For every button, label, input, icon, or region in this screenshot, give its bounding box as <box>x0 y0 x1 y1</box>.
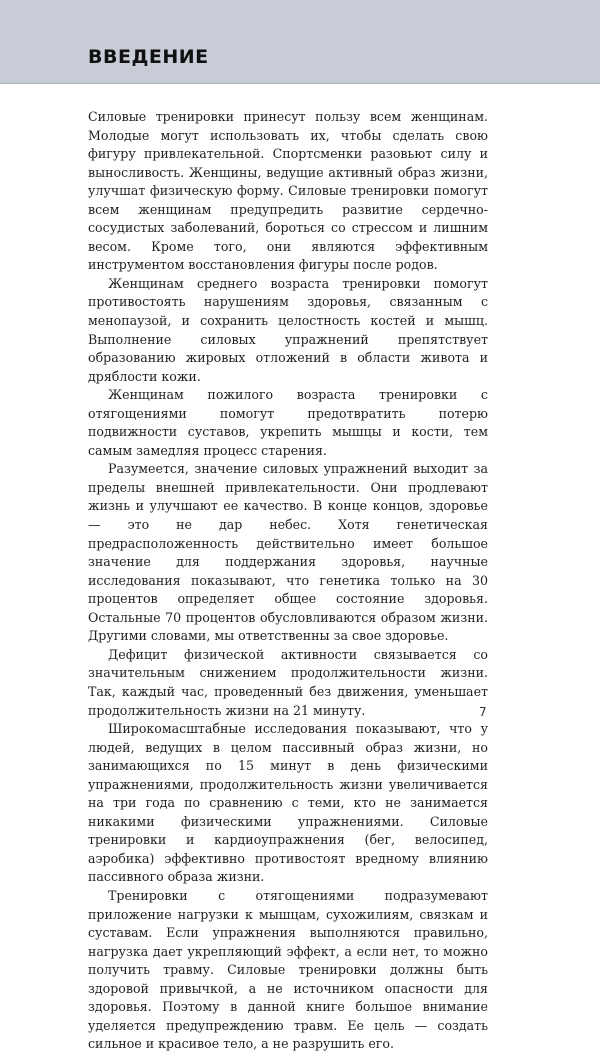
paragraph: Дефицит физической активности связывается со значительным снижением продолжительности жизни. Так, каждый час, проведенный без движения, уменьшает продолжительность жизни на 21 минуту. <box>88 646 488 718</box>
paragraph: Тренировки с отягощениями подразумевают приложение нагрузки к мышцам, сухожилиям, связкам и суставам. Если упражнения выполняются правильно, нагрузка дает укрепляющий эффект, а если нет, то можно получить травму. Силовые тренировки должны быть здоровой привычкой, а не источником опасности для здоровья. Поэтому в данной книге большое внимание уделяется предупреждению травм. Ее цель — создать сильное и красивое тело, а не разрушить его. <box>88 887 488 1052</box>
paragraph: Женщинам пожилого возраста тренировки с отягощениями помогут предотвратить потерю подвижности суставов, укрепить мышцы и кости, тем самым замедляя процесс старения. <box>88 387 488 458</box>
chapter-title: ВВЕДЕНИЕ <box>88 46 209 68</box>
paragraph: Силовые тренировки принесут пользу всем женщинам. Молодые могут использовать их, чтобы сделать свою фигуру привлекательной. Спортсменки разовьют силу и выносливость. Женщины, ведущие активный образ жизни, улучшат физическую форму. Силовые тренировки помогут всем женщинам предупредить развитие сердечно-сосудистых заболеваний, бороться со стрессом и лишним весом. Кроме того, они являются эффективным инструментом восстановления фигуры после родов. <box>88 109 488 273</box>
body-text <box>88 108 488 1054</box>
chapter-header-band <box>0 0 600 84</box>
paragraph: Разумеется, значение силовых упражнений выходит за пределы внешней привлекательности. Они продлевают жизнь и улучшают ее качество. В конце концов, здоровье — это не дар небес. Хотя генетическая предрасположенность действительно имеет большое значение для поддержания здоровья, научные исследования показывают, что генетика только на 30 процентов определяет общее состояние здоровья. Остальные 70 процентов обусловливаются образом жизни. Другими словами, мы ответственны за свое здоровье. <box>88 461 488 644</box>
page-number: 7 <box>479 705 487 719</box>
paragraph: Широкомасштабные исследования показывают, что у людей, ведущих в целом пассивный образ жизни, но занимающихся по 15 минут в день физическими упражнениями, продолжительность жизни увеличивается на три года по сравнению с теми, кто не занимается никакими физическими упражнениями. Силовые тренировки и кардиоупражнения (бег, велосипед, аэробика) эффективно противостоят вредному влиянию пассивного образа жизни. <box>88 721 488 885</box>
paragraph: Женщинам среднего возраста тренировки помогут противостоять нарушениям здоровья, связанным с менопаузой, и сохранить целостность костей и мышц. Выполнение силовых упражнений препятствует образованию жировых отложений в области живота и дряблости кожи. <box>88 275 488 384</box>
